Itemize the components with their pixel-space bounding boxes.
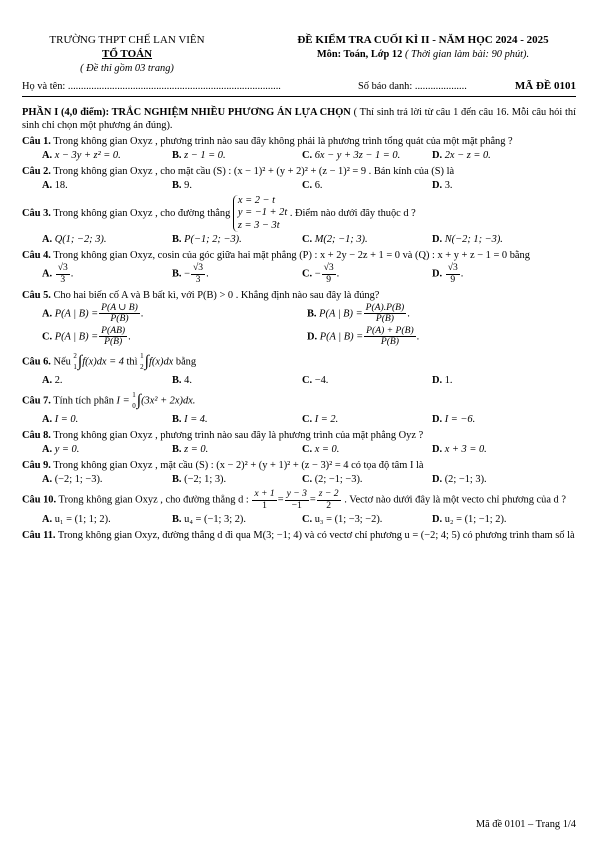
part-title: PHẦN I (4,0 điểm): TRẮC NGHIỆM NHIỀU PHƯƠNG ÁN LỰA CHỌN ( Thí sinh trả lời từ câu 1 đến câu 16. Mỗi câu hỏi thí sinh chỉ chọn một phương án đúng). bbox=[22, 107, 576, 131]
question-8 bbox=[22, 429, 576, 456]
question-text-after: . Điểm nào dưới đây thuộc d ? bbox=[289, 208, 416, 220]
options bbox=[22, 374, 576, 387]
department-name: TỔ TOÁN bbox=[101, 47, 153, 60]
option-b[interactable]: B. z = 0. bbox=[172, 444, 209, 456]
option-b[interactable]: B. P(−1; 2; −3). bbox=[172, 234, 242, 246]
question-11 bbox=[22, 529, 576, 542]
question-text: Cho hai biến cố A và B bất kì, với P(B) > 0 . Khẳng định nào sau đây là đúng? bbox=[53, 289, 380, 301]
options bbox=[22, 473, 576, 486]
question-text: Trong không gian Oxyz , mặt cầu (S) : (x − 2)² + (y + 1)² + (z − 3)² = 4 có tọa độ tâm I là bbox=[53, 460, 424, 472]
subject: Môn: Toán, Lớp 12 bbox=[316, 48, 403, 60]
header-divider bbox=[22, 96, 576, 97]
question-label: Câu 9. bbox=[22, 460, 51, 472]
option-c[interactable]: C. −4. bbox=[302, 375, 329, 387]
question-1 bbox=[22, 135, 576, 162]
question-text: Trong không gian Oxyz, cosin của góc giữa hai mặt phẳng (P) : x + 2y − 2z + 1 = 0 và (Q) : x + y + z − 1 = 0 bằng bbox=[53, 250, 530, 262]
option-c[interactable]: C. 6. bbox=[302, 180, 323, 191]
option-d[interactable]: D. u₂ = (1; −1; 2). bbox=[432, 513, 507, 525]
exam-code: MÃ ĐỀ 0101 bbox=[514, 80, 576, 92]
exam-title: ĐỀ KIỂM TRA CUỐI KÌ II - NĂM HỌC 2024 - 2025 bbox=[297, 34, 549, 46]
option-c[interactable]: C. M(2; −1; 3). bbox=[302, 234, 368, 246]
options bbox=[22, 513, 576, 526]
line-fraction: $\frac{x + 1}{1}$ bbox=[254, 488, 275, 512]
question-6: Câu 6. Nếu 2 1 ∫f(x)dx = 4 thì 1 2 ∫f(x)dx bằng A. 2. B. 4. C. −4. D. 1. bbox=[22, 351, 576, 387]
question-7: Câu 7. Tính tích phân I = 1 0 ∫(3x² + 2x)dx. A. I = 0. B. I = 4. C. I = 2. D. I = −6. bbox=[22, 390, 576, 426]
integral-limits: 1 2 bbox=[140, 351, 144, 371]
option-c[interactable]: C. P(A | B) = $\frac{P(AB)}{P(B)}$ . bbox=[42, 324, 131, 348]
option-c[interactable]: C. u₃ = (1; −3; −2). bbox=[302, 513, 383, 525]
option-b[interactable]: B. 9. bbox=[172, 180, 192, 191]
question-label: Câu 2. bbox=[22, 166, 51, 177]
option-c[interactable]: C. − $\frac{√3}{9}$ . bbox=[302, 262, 340, 285]
school-header bbox=[22, 34, 232, 75]
question-10: Câu 10. Trong không gian Oxyz , cho đường thẳng d : $\frac{x + 1}{1}$ = $\frac{y - 3}{-1}$ = $\frac{z - 2}{2}$ . Vectơ nào dưới đây là một vecto chỉ phương của d ? A. u₁ = (1; 1; 2). B. u₄ = (−1; 3; 2). C. u₃ = (1; −3; −2). D. u₂ = (1; −1; 2). bbox=[22, 489, 576, 525]
question-label: Câu 1. bbox=[22, 136, 51, 147]
name-field: Họ và tên: .................................................................................. bbox=[22, 81, 281, 92]
option-b[interactable]: B. u₄ = (−1; 3; 2). bbox=[172, 513, 246, 525]
page-footer: Mã đề 0101 – Trang 1/4 bbox=[475, 819, 576, 830]
option-d[interactable]: D. I = −6. bbox=[432, 414, 476, 426]
question-2 bbox=[22, 165, 576, 192]
option-a[interactable]: A. 2. bbox=[42, 375, 63, 387]
question-9 bbox=[22, 459, 576, 486]
option-c[interactable]: C. I = 2. bbox=[302, 414, 339, 426]
option-b[interactable]: B. I = 4. bbox=[172, 414, 208, 426]
option-d[interactable]: D. P(A | B) = $\frac{P(A) + P(B)}{P(B)}$ . bbox=[307, 324, 420, 348]
options bbox=[22, 413, 576, 426]
option-a[interactable]: A. Q(1; −2; 3). bbox=[42, 234, 107, 246]
options bbox=[22, 179, 576, 192]
option-b[interactable]: B. P(A | B) = $\frac{P(A).P(B)}{P(B)}$ . bbox=[307, 301, 410, 325]
options bbox=[22, 263, 576, 285]
exam-header bbox=[262, 34, 584, 61]
line-fraction: $\frac{z - 2}{2}$ bbox=[318, 488, 339, 512]
question-text: Trong không gian Oxyz , phương trình nào sau đây không phải là phương trình tổng quát của một mặt phẳng ? bbox=[53, 136, 513, 147]
integral-sign-icon: ∫ bbox=[136, 392, 142, 410]
question-label: Câu 5. bbox=[22, 289, 51, 301]
question-label: Câu 3. bbox=[22, 208, 51, 220]
option-a[interactable]: A. x − 3y + z² = 0. bbox=[42, 150, 121, 161]
question-text: Trong không gian Oxyz , cho đường thẳng bbox=[53, 208, 231, 220]
integral-limits: 2 1 bbox=[73, 351, 77, 371]
option-a[interactable]: A. P(A | B) = $\frac{P(A \cup B)}{P(B)}$ . bbox=[42, 301, 144, 325]
option-c[interactable]: C. (2; −1; −3). bbox=[302, 474, 363, 486]
option-b[interactable]: B. (−2; 1; 3). bbox=[172, 474, 227, 486]
option-b[interactable]: B. 4. bbox=[172, 375, 192, 387]
question-label: Câu 6. bbox=[22, 356, 51, 368]
question-label: Câu 7. bbox=[22, 395, 51, 407]
time-note: ( Thời gian làm bài: 90 phút). bbox=[404, 48, 530, 60]
options bbox=[22, 149, 576, 162]
option-d[interactable]: D. 3. bbox=[432, 180, 453, 191]
option-d[interactable]: D. $\frac{√3}{9}$ . bbox=[432, 262, 464, 285]
option-c[interactable]: C. x = 0. bbox=[302, 444, 340, 456]
option-d[interactable]: D. N(−2; 1; −3). bbox=[432, 234, 503, 246]
option-d[interactable]: D. (2; −1; 3). bbox=[432, 474, 487, 486]
question-label: Câu 4. bbox=[22, 250, 51, 262]
options bbox=[22, 303, 576, 325]
integral-limits: 1 0 bbox=[132, 391, 136, 411]
option-d[interactable]: D. x + 3 = 0. bbox=[432, 444, 487, 456]
page-count-note: ( Đề thi gồm 03 trang) bbox=[80, 62, 174, 74]
integral-sign-icon: ∫ bbox=[77, 352, 83, 370]
option-b[interactable]: B. − $\frac{√3}{3}$ . bbox=[172, 262, 209, 285]
option-d[interactable]: D. 1. bbox=[432, 375, 453, 387]
line-fraction: $\frac{y - 3}{-1}$ bbox=[286, 488, 307, 512]
options bbox=[22, 443, 576, 456]
subject-line bbox=[262, 48, 584, 61]
question-label: Câu 8. bbox=[22, 430, 51, 442]
option-a[interactable]: A. I = 0. bbox=[42, 414, 79, 426]
school-name: TRƯỜNG THPT CHẾ LAN VIÊN bbox=[49, 34, 205, 46]
line-system: x = 2 − t y = −1 + 2t z = 3 − 3t bbox=[233, 195, 287, 232]
question-text: Trong không gian Oxyz, đường thẳng d đi qua M(3; −1; 4) và có vectơ chỉ phương u = (−2; 4; 5) có phương trình tham số là bbox=[57, 529, 575, 541]
option-c[interactable]: C. 6x − y + 3z − 1 = 0. bbox=[302, 150, 401, 161]
exam-content bbox=[22, 106, 576, 542]
options bbox=[22, 233, 576, 246]
option-a[interactable]: A. y = 0. bbox=[42, 444, 80, 456]
question-3 bbox=[22, 195, 576, 246]
question-text: Trong không gian Oxyz , cho mặt cầu (S) : (x − 1)² + (y + 2)² + (z − 1)² = 9 . Bán kính của (S) là bbox=[53, 166, 455, 177]
question-5 bbox=[22, 289, 576, 348]
integral-sign-icon: ∫ bbox=[144, 352, 150, 370]
option-a[interactable]: A. 18. bbox=[42, 180, 68, 191]
option-b[interactable]: B. z − 1 = 0. bbox=[172, 150, 226, 161]
part-note: ( Thí sinh trả lời từ câu 1 đến câu 16. Mỗi câu hỏi thí sinh chỉ chọn một phương án đúng). bbox=[22, 107, 576, 131]
question-4 bbox=[22, 249, 576, 285]
options bbox=[22, 326, 576, 348]
question-label: Câu 10. bbox=[22, 494, 57, 506]
option-a[interactable]: A. u₁ = (1; 1; 2). bbox=[42, 513, 111, 525]
option-a[interactable]: A. $\frac{√3}{3}$ . bbox=[42, 262, 74, 285]
option-d[interactable]: D. 2x − z = 0. bbox=[432, 150, 491, 161]
question-text: Trong không gian Oxyz , phương trình nào sau đây là phương trình của mặt phẳng Oyz ? bbox=[53, 430, 424, 442]
student-info-row bbox=[22, 80, 576, 93]
sbd-field: Số báo danh: .................... bbox=[358, 81, 467, 92]
option-a[interactable]: A. (−2; 1; −3). bbox=[42, 474, 103, 486]
question-label: Câu 11. bbox=[22, 529, 56, 541]
